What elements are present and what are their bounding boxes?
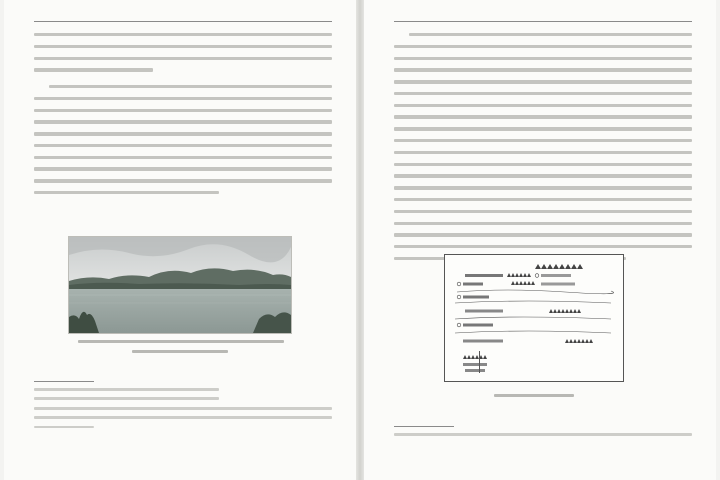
right-page	[364, 0, 716, 480]
left-figure-caption-line1	[78, 340, 284, 343]
mountain-row-2	[507, 273, 531, 277]
geographic-schematic-diagram	[444, 254, 624, 382]
mountain-row-mid	[549, 309, 581, 313]
right-footnotes	[394, 433, 692, 442]
left-footnote-rule	[34, 381, 94, 382]
left-body-text-top	[34, 33, 332, 80]
left-page	[4, 0, 356, 480]
mountain-row-top	[535, 264, 583, 269]
landscape-photo	[68, 236, 292, 334]
mountain-row-5	[565, 339, 593, 343]
left-figure-caption-line2	[132, 350, 228, 353]
right-figure-caption-line	[494, 394, 574, 397]
book-gutter	[356, 0, 364, 480]
right-footnote-rule	[394, 426, 454, 427]
mountain-row-3	[511, 281, 535, 285]
right-header-rule	[394, 21, 692, 22]
mountain-row-bottom	[463, 355, 487, 359]
left-footnotes	[34, 388, 332, 435]
left-body-text-paragraph	[34, 85, 332, 203]
right-body-text	[394, 33, 692, 269]
left-header-rule	[34, 21, 332, 22]
